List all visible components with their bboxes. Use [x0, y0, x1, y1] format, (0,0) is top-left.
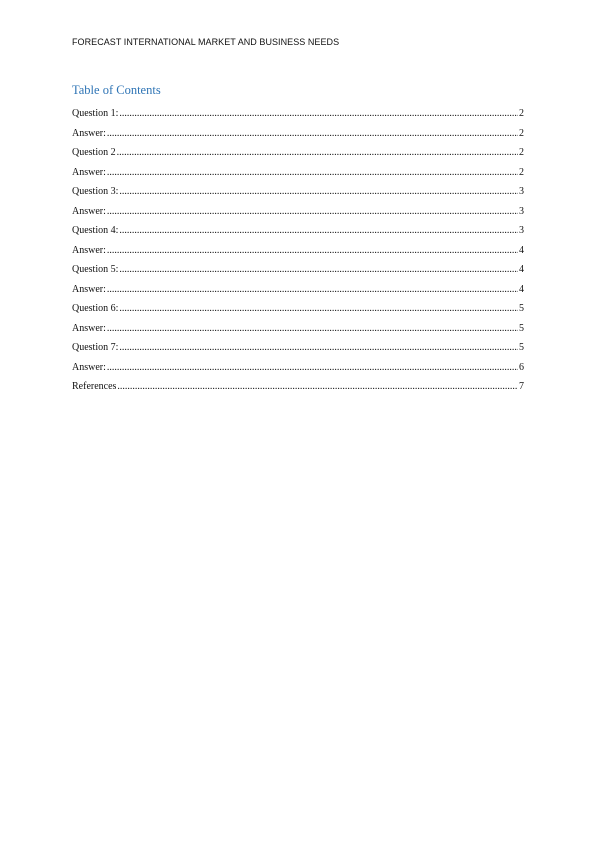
toc-entry-label: Question 1:	[72, 108, 119, 119]
toc-entry-question-1[interactable]	[72, 104, 524, 124]
toc-entry-label: Answer:	[72, 283, 106, 295]
toc-dot-leader	[119, 260, 518, 280]
toc-entry-question-7[interactable]	[72, 338, 524, 358]
toc-dot-leader	[107, 358, 518, 378]
toc-entry-answer-1[interactable]	[72, 124, 524, 144]
toc-entry-label: Question 7:	[72, 342, 119, 353]
toc-entry-question-5[interactable]	[72, 260, 524, 280]
toc-dot-leader	[119, 338, 518, 358]
toc-entry-answer-3[interactable]	[72, 202, 524, 222]
running-header: FORECAST INTERNATIONAL MARKET AND BUSINESS NEEDS	[72, 37, 340, 47]
toc-entry-page-number: 2	[519, 108, 524, 119]
toc-entry-label: Question 2	[72, 147, 116, 158]
toc-entry-question-2[interactable]	[72, 143, 524, 163]
toc-dot-leader	[117, 143, 518, 163]
toc-entry-references[interactable]	[72, 377, 524, 397]
toc-dot-leader	[119, 299, 518, 319]
toc-dot-leader	[119, 182, 518, 202]
toc-dot-leader	[119, 104, 518, 124]
toc-entry-label: Answer:	[72, 127, 106, 139]
toc-entry-page-number: 2	[519, 166, 524, 178]
toc-entry-page-number: 5	[519, 342, 524, 353]
toc-entry-page-number: 2	[519, 147, 524, 158]
toc-entry-question-3[interactable]	[72, 182, 524, 202]
toc-entry-answer-7[interactable]	[72, 358, 524, 378]
toc-entry-page-number: 3	[519, 205, 524, 217]
toc-entry-label: Question 3:	[72, 186, 119, 197]
toc-entry-label: Answer:	[72, 166, 106, 178]
toc-entry-page-number: 4	[519, 264, 524, 275]
toc-entry-page-number: 2	[519, 127, 524, 139]
toc-entry-label: References	[72, 381, 117, 392]
toc-entry-label: Question 5:	[72, 264, 119, 275]
toc-entry-page-number: 4	[519, 244, 524, 256]
toc-entry-page-number: 7	[519, 381, 524, 392]
toc-entry-label: Answer:	[72, 205, 106, 217]
toc-entry-answer-2[interactable]	[72, 163, 524, 183]
toc-entry-answer-4[interactable]	[72, 241, 524, 261]
toc-entry-label: Question 4:	[72, 225, 119, 236]
toc-dot-leader	[107, 280, 518, 300]
toc-entry-answer-6[interactable]	[72, 319, 524, 339]
toc-dot-leader	[107, 163, 518, 183]
toc-entry-question-6[interactable]	[72, 299, 524, 319]
toc-dot-leader	[107, 319, 518, 339]
toc-entry-label: Answer:	[72, 361, 106, 373]
toc-dot-leader	[107, 202, 518, 222]
toc-entry-label: Answer:	[72, 322, 106, 334]
toc-dot-leader	[119, 221, 518, 241]
toc-dot-leader	[117, 377, 518, 397]
toc-dot-leader	[107, 241, 518, 261]
toc-entry-page-number: 5	[519, 303, 524, 314]
toc-entry-page-number: 3	[519, 225, 524, 236]
table-of-contents	[72, 104, 524, 397]
toc-entry-answer-5[interactable]	[72, 280, 524, 300]
toc-entry-page-number: 4	[519, 283, 524, 295]
toc-heading: Table of Contents	[72, 83, 161, 97]
toc-entry-label: Answer:	[72, 244, 106, 256]
toc-entry-label: Question 6:	[72, 303, 119, 314]
toc-entry-page-number: 5	[519, 322, 524, 334]
toc-entry-page-number: 6	[519, 361, 524, 373]
toc-entry-question-4[interactable]	[72, 221, 524, 241]
toc-entry-page-number: 3	[519, 186, 524, 197]
toc-dot-leader	[107, 124, 518, 144]
